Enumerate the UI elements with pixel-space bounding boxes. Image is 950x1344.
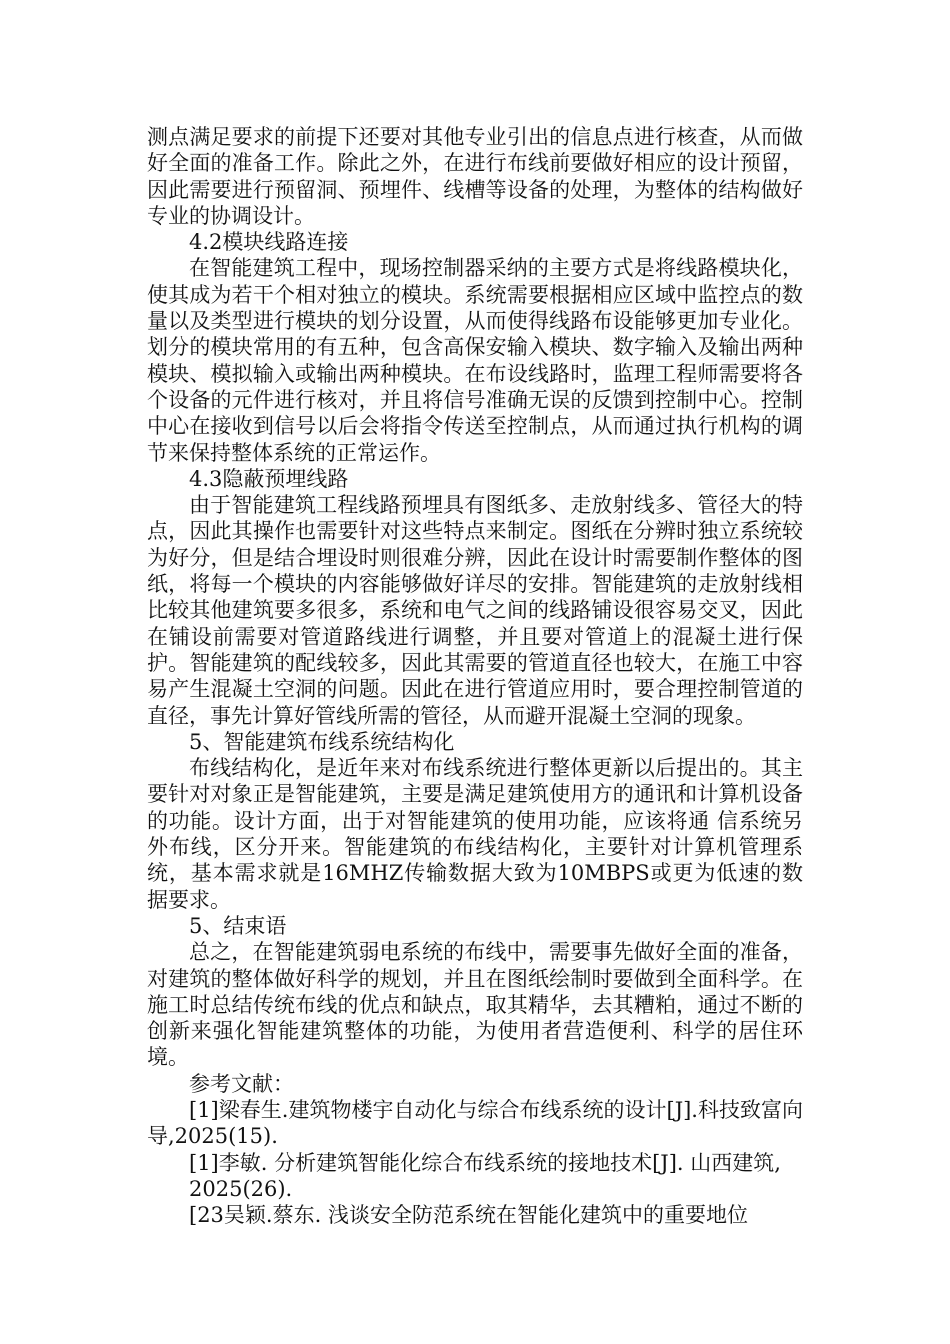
- heading-structured-cabling: 5、智能建筑布线系统结构化: [189, 729, 455, 754]
- paragraph-conclusion: 总之，在智能建筑弱电系统的布线中，需要事先做好全面的准备，对建筑的整体做好科学的规划，并且在图纸绘制时要做到全面科学。在施工时总结传统布线的优点和缺点，取其精华，去其糟粕，通过不断的创新来强化智能建筑整体的功能，为使用者营造便利、科学的居住环境。: [147, 940, 803, 1070]
- heading-references: 参考文献：: [189, 1071, 294, 1096]
- reference-item-continued: 2025(26).: [189, 1176, 293, 1201]
- paragraph-site-survey-continued: 测点满足要求的前提下还要对其他专业引出的信息点进行核查，从而做好全面的准备工作。除此之外，在进行布线前要做好相应的设计预留，因此需要进行预留洞、预埋件、线槽等设备的处理，为整体的结构做好专业的协调设计。: [147, 125, 803, 228]
- reference-item: [1]李敏. 分析建筑智能化综合布线系统的接地技术[J]. 山西建筑,: [189, 1150, 781, 1175]
- paragraph-structured-cabling: 布线结构化，是近年来对布线系统进行整体更新以后提出的。其主要针对对象正是智能建筑，主要是满足建筑使用方的通讯和计算机设备的功能。设计方面，出于对智能建筑的使用功能，应该将通 信系统另外布线，区分开来。智能建筑的布线结构化，主要针对计算机管理系统，基本需求就是16MHZ传输数据大致为10MBPS或更为低速的数据要求。: [147, 756, 803, 912]
- document-page: [147, 124, 803, 1228]
- heading-concealed-embedded-lines: 4.3隐蔽预埋线路: [189, 466, 349, 491]
- reference-item: [23吴颖.蔡东. 浅谈安全防范系统在智能化建筑中的重要地位: [189, 1203, 748, 1228]
- heading-module-line-connection: 4.2模块线路连接: [189, 230, 349, 255]
- paragraph-concealed-embedded-lines: 由于智能建筑工程线路预埋具有图纸多、走放射线多、管径大的特点，因此其操作也需要针对这些特点来制定。图纸在分辨时独立系统较为好分，但是结合埋设时则很难分辨，因此在设计时需要制作整体的图纸，将每一个模块的内容能够做好详尽的安排。智能建筑的走放射线相比较其他建筑要多很多，系统和电气之间的线路铺设很容易交叉，因此在铺设前需要对管道路线进行调整，并且要对管道上的混凝土进行保护。智能建筑的配线较多，因此其需要的管道直径也较大，在施工中容易产生混凝土空洞的问题。因此在进行管道应用时，要合理控制管道的直径，事先计算好管线所需的管径，从而避开混凝土空洞的现象。: [147, 493, 803, 728]
- heading-conclusion: 5、结束语: [189, 913, 287, 938]
- paragraph-module-line-connection: 在智能建筑工程中，现场控制器采纳的主要方式是将线路模块化，使其成为若干个相对独立的模块。系统需要根据相应区域中监控点的数量以及类型进行模块的划分设置，从而使得线路布设能够更加专业化。划分的模块常用的有五种，包含高保安输入模块、数字输入及输出两种模块、模拟输入或输出两种模块。在布设线路时，监理工程师需要将各个设备的元件进行核对，并且将信号准确无误的反馈到控制中心。控制中心在接收到信号以后会将指令传送至控制点，从而通过执行机构的调节来保持整体系统的正常运作。: [147, 256, 803, 465]
- reference-item: [1]梁春生.建筑物楼宇自动化与综合布线系统的设计[J].科技致富向导,2025(15).: [147, 1097, 803, 1149]
